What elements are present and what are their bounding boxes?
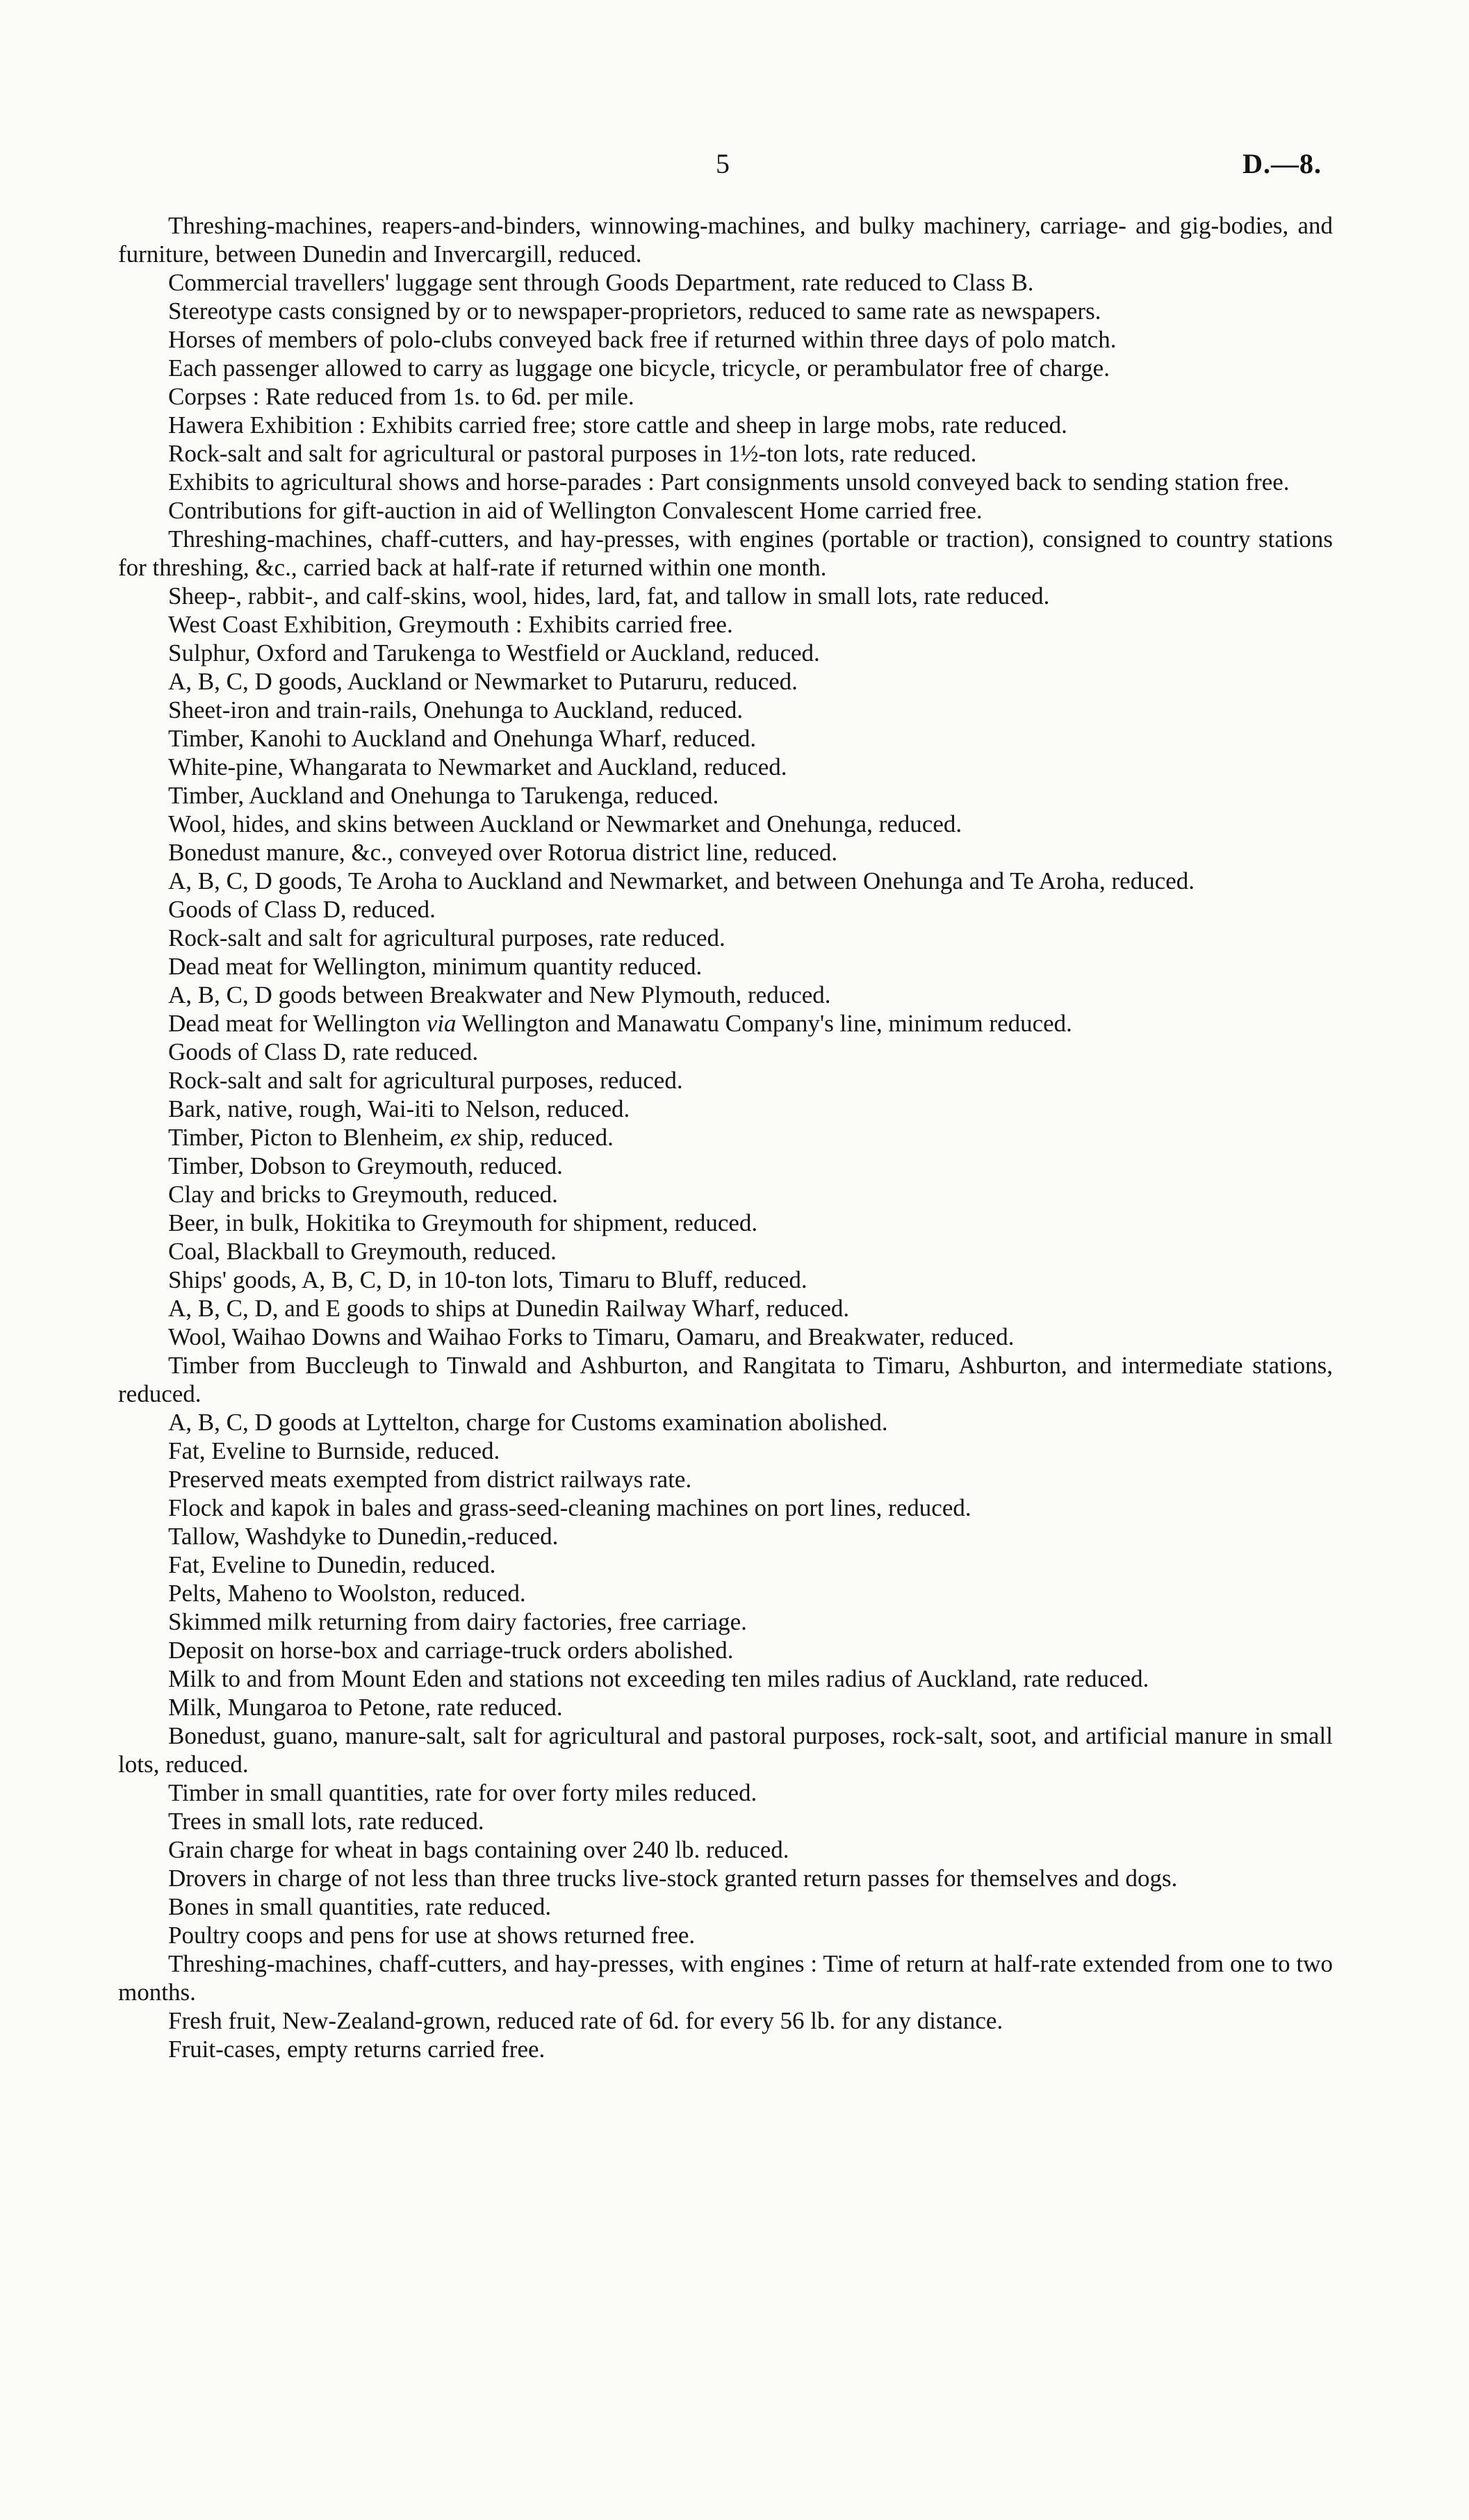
list-item: Timber, Kanohi to Auckland and Onehunga Wharf, reduced. [168,725,757,752]
list-item: Beer, in bulk, Hokitika to Greymouth for shipment, reduced. [168,1209,758,1236]
list-item: Ships' goods, A, B, C, D, in 10-ton lots, Timaru to Bluff, reduced. [168,1266,807,1293]
list-item: Bark, native, rough, Wai-iti to Nelson, reduced. [168,1095,630,1122]
list-item: Horses of members of polo-clubs conveyed back free if returned within three days of polo match. [168,326,1117,353]
list-item: Poultry coops and pens for use at shows returned free. [168,1922,696,1949]
list-item: Sheep-, rabbit-, and calf-skins, wool, hides, lard, fat, and tallow in small lots, rate reduced. [168,582,1050,609]
list-item: Drovers in charge of not less than three trucks live-stock granted return passes for themselves and dogs. [168,1865,1178,1892]
rate-concessions-list [118,211,1333,2063]
list-item: A, B, C, D goods, Te Aroha to Auckland and Newmarket, and between Onehunga and Te Aroha, reduced. [168,867,1195,894]
list-item: A, B, C, D goods between Breakwater and New Plymouth, reduced. [168,981,831,1008]
list-item: Goods of Class D, rate reduced. [168,1038,479,1065]
list-item: Goods of Class D, reduced. [168,896,436,923]
list-item: Stereotype casts consigned by or to newspaper-proprietors, reduced to same rate as newspapers. [168,297,1101,325]
list-item: Threshing-machines, chaff-cutters, and hay-presses, with engines : Time of return at half-rate extended from one to two months. [118,1950,1333,2006]
list-item: Timber, Dobson to Greymouth, reduced. [168,1152,563,1179]
list-item: Corpses : Rate reduced from 1s. to 6d. per mile. [168,383,634,410]
list-item: Commercial travellers' luggage sent through Goods Department, rate reduced to Class B. [168,269,1034,296]
list-item: Coal, Blackball to Greymouth, reduced. [168,1238,557,1265]
list-item: Timber, Picton to Blenheim, ex ship, reduced. [168,1124,614,1151]
document-reference: D.—8. [1242,148,1322,179]
list-item: Threshing-machines, chaff-cutters, and hay-presses, with engines (portable or traction), consigned to country stations for threshing, &c., carried back at half-rate if returned within one month. [118,525,1333,581]
list-item: A, B, C, D goods at Lyttelton, charge for Customs examination abolished. [168,1409,888,1436]
list-item: Wool, hides, and skins between Auckland or Newmarket and Onehunga, reduced. [168,810,962,837]
list-item: Deposit on horse-box and carriage-truck orders abolished. [168,1637,734,1664]
list-item: Rock-salt and salt for agricultural purposes, rate reduced. [168,924,725,951]
list-item: Milk to and from Mount Eden and stations not exceeding ten miles radius of Auckland, rate reduced. [168,1665,1149,1692]
list-item: Bones in small quantities, rate reduced. [168,1893,552,1920]
list-item: Wool, Waihao Downs and Waihao Forks to Timaru, Oamaru, and Breakwater, reduced. [168,1323,1015,1350]
list-item: Each passenger allowed to carry as luggage one bicycle, tricycle, or perambulator free of charge. [168,354,1110,382]
list-item: Threshing-machines, reapers-and-binders, winnowing-machines, and bulky machinery, carriage- and gig-bodies, and furniture, between Dunedin and Invercargill, reduced. [118,212,1333,268]
list-item: Sheet-iron and train-rails, Onehunga to Auckland, reduced. [168,696,744,723]
list-item: Pelts, Maheno to Woolston, reduced. [168,1580,526,1607]
list-item: Exhibits to agricultural shows and horse-parades : Part consignments unsold conveyed back to sending station free. [168,468,1290,496]
list-item: A, B, C, D, and E goods to ships at Dunedin Railway Wharf, reduced. [168,1295,850,1322]
list-item: Flock and kapok in bales and grass-seed-cleaning machines on port lines, reduced. [168,1494,971,1521]
list-item: Fat, Eveline to Burnside, reduced. [168,1437,500,1464]
list-item: Clay and bricks to Greymouth, reduced. [168,1181,558,1208]
list-item: Hawera Exhibition : Exhibits carried free; store cattle and sheep in large mobs, rate reduced. [168,411,1067,439]
list-item: Preserved meats exempted from district railways rate. [168,1466,692,1493]
list-item: Rock-salt and salt for agricultural or pastoral purposes in 1½-ton lots, rate reduced. [168,440,977,467]
list-item: Fresh fruit, New-Zealand-grown, reduced rate of 6d. for every 56 lb. for any distance. [168,2007,1003,2034]
list-item: Contributions for gift-auction in aid of Wellington Convalescent Home carried free. [168,497,983,524]
list-item: A, B, C, D goods, Auckland or Newmarket to Putaruru, reduced. [168,668,798,695]
list-item: West Coast Exhibition, Greymouth : Exhibits carried free. [168,611,733,638]
list-item: Skimmed milk returning from dairy factories, free carriage. [168,1608,747,1635]
list-item: Fruit-cases, empty returns carried free. [168,2036,545,2063]
list-item: Dead meat for Wellington via Wellington and Manawatu Company's line, minimum reduced. [168,1010,1072,1037]
list-item: Sulphur, Oxford and Tarukenga to Westfield or Auckland, reduced. [168,639,820,666]
list-item: Grain charge for wheat in bags containing over 240 lb. reduced. [168,1836,789,1863]
list-item: Bonedust, guano, manure-salt, salt for agricultural and pastoral purposes, rock-salt, soot, and artificial manure in small lots, reduced. [118,1722,1333,1778]
list-item: Fat, Eveline to Dunedin, reduced. [168,1551,496,1578]
list-item: Timber from Buccleugh to Tinwald and Ashburton, and Rangitata to Timaru, Ashburton, and intermediate stations, reduced. [118,1352,1333,1407]
list-item: Milk, Mungaroa to Petone, rate reduced. [168,1694,563,1721]
list-item: Rock-salt and salt for agricultural purposes, reduced. [168,1067,683,1094]
list-item: Timber, Auckland and Onehunga to Tarukenga, reduced. [168,782,719,809]
list-item: White-pine, Whangarata to Newmarket and Auckland, reduced. [168,753,787,780]
list-item: Trees in small lots, rate reduced. [168,1808,484,1835]
list-item: Bonedust manure, &c., conveyed over Rotorua district line, reduced. [168,839,838,866]
page-number: 5 [716,148,730,179]
list-item: Timber in small quantities, rate for over forty miles reduced. [168,1779,757,1806]
list-item: Tallow, Washdyke to Dunedin,-reduced. [168,1523,559,1550]
list-item: Dead meat for Wellington, minimum quantity reduced. [168,953,703,980]
